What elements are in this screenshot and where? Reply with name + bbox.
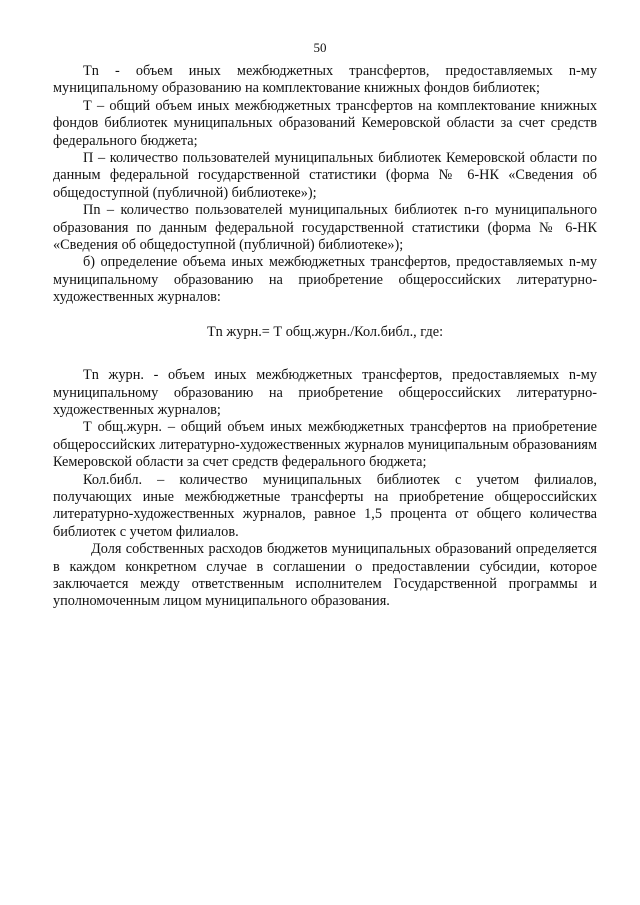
definition-tn-journals: Tn журн. - объем иных межбюджетных трансфертов, предоставляемых n-му муниципальному образованию на приобретение общероссийских литературно-художественных журналов; bbox=[53, 367, 597, 418]
definition-pn: Пn – количество пользователей муниципальных библиотек n-го муниципального образования по данным федеральной государственной статистики (форма № 6-НК «Сведения об общедоступной (публичной) библиотеке»); bbox=[53, 202, 597, 254]
definition-p: П – количество пользователей муниципальных библиотек Кемеровской области по данным федеральной государственной статистики (форма № 6-НК «Сведения об общедоступной (публичной) библиотеке»); bbox=[53, 150, 597, 201]
section-b-intro: б) определение объема иных межбюджетных трансфертов, предоставляемых n-му муниципальному образованию на приобретение общероссийских литературно-художественных журналов: bbox=[53, 254, 597, 306]
page-number: 50 bbox=[313, 40, 327, 55]
definition-tn: Tn - объем иных межбюджетных трансфертов, предоставляемых n-му муниципальному образованию на комплектование книжных фондов библиотек; bbox=[53, 63, 597, 97]
document-body bbox=[53, 63, 597, 611]
definition-t-total-journals: Т общ.журн. – общий объем иных межбюджетных трансфертов на приобретение общероссийских литературно-художественных журналов муниципальным образованиям Кемеровской области за счет средств федерального бюджета; bbox=[53, 419, 597, 471]
formula-journals: Tn журн.= Т общ.журн./Кол.библ., где: bbox=[206, 323, 444, 340]
definition-t: Т – общий объем иных межбюджетных трансфертов на комплектование книжных фондов библиотек муниципальных образований Кемеровской области за счет средств федерального бюджета; bbox=[53, 97, 597, 149]
own-expenses-share: Доля собственных расходов бюджетов муниципальных образований определяется в каждом конкретном случае в соглашении о предоставлении субсидии, которое заключается между ответственным исполнителем Государственной программы и уполномоченным лицом муниципального образования. bbox=[53, 541, 597, 610]
definition-library-count: Кол.библ. – количество муниципальных библиотек с учетом филиалов, получающих иные межбюджетные трансферты на приобретение общероссийских литературно-художественных журналов, равное 1,5 процента от общего количества библиотек с учетом филиалов. bbox=[53, 471, 597, 540]
